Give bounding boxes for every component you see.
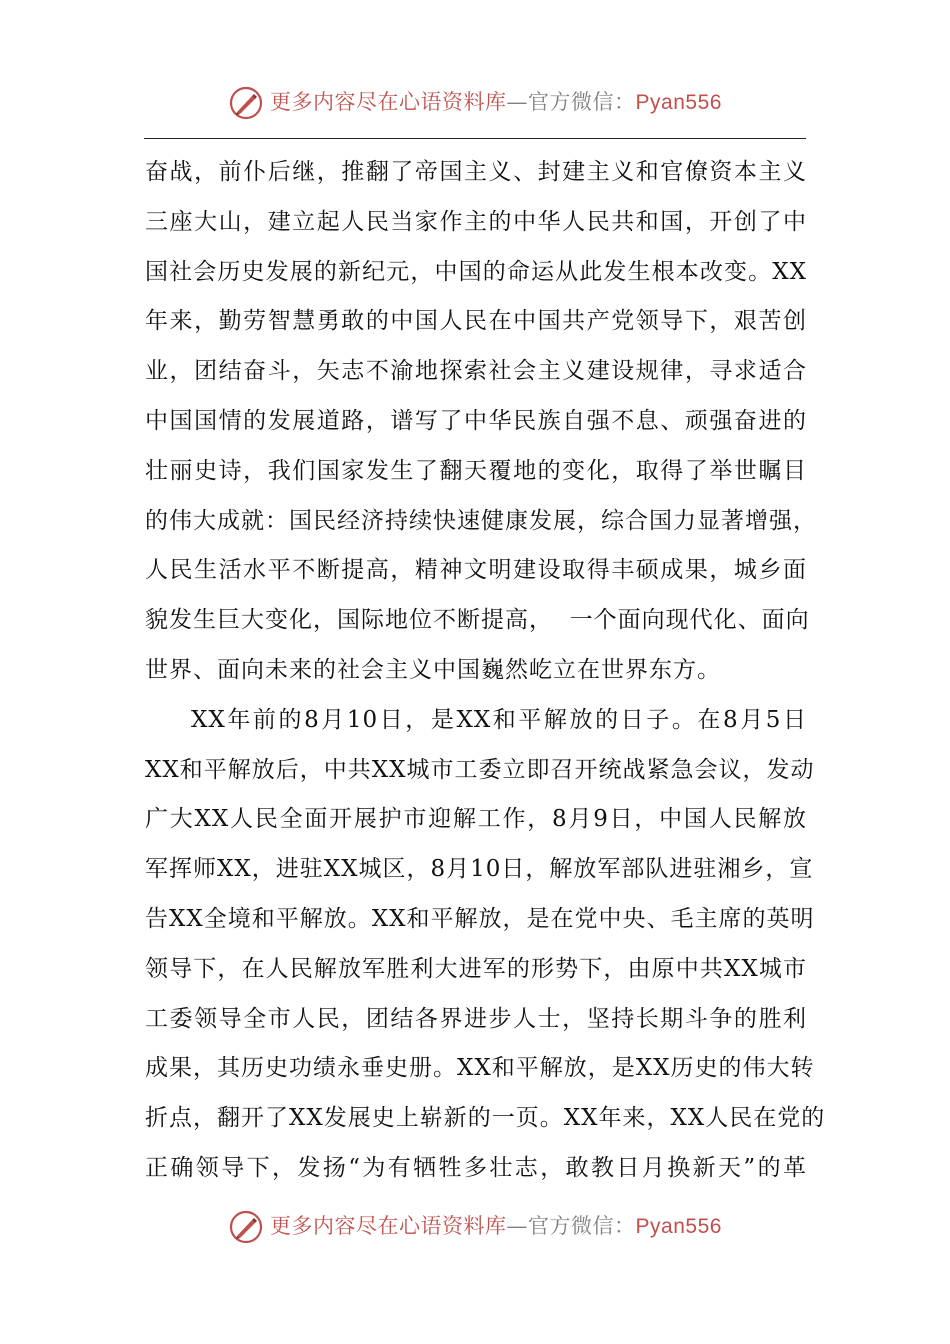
banner-dash: —: [506, 90, 529, 114]
text-line: 正确领导下，发扬“为有牺牲多壮志，敢教日月换新天”的革: [145, 1154, 807, 1181]
text-line: 国社会历史发展的新纪元，中国的命运从此发生根本改变。XX: [145, 258, 807, 285]
banner-prefix: 更多内容尽在心语资料库: [270, 1214, 507, 1238]
banner-suffix: 官方微信：: [528, 90, 636, 114]
text-line: XX年前的8月10日，是XX和平解放的日子。在8月5日: [191, 706, 807, 733]
header-divider: [144, 138, 806, 139]
text-line: 工委领导全市人民，团结各界进步人士，坚持长期斗争的胜利: [145, 1005, 807, 1032]
text-line: 军挥师XX，进驻XX城区，8月10日，解放军部队进驻湘乡，宣: [145, 856, 814, 883]
text-line: 业，团结奋斗，矢志不渝地探索社会主义建设规律，寻求适合: [145, 358, 807, 385]
text-line: 领导下，在人民解放军胜利大进军的形势下，由原中共XX城市: [145, 955, 807, 982]
text-line: 中国国情的发展道路，谱写了中华民族自强不息、顽强奋进的: [145, 407, 807, 434]
text-line: 貌发生巨大变化，国际地位不断提高， 一个面向现代化、面向: [145, 607, 810, 634]
text-line: 广大XX人民全面开展护市迎解工作，8月9日，中国人民解放: [145, 806, 807, 833]
pen-logo-icon: [228, 85, 264, 121]
header-banner-text: [270, 84, 722, 121]
footer-banner-text: [270, 1208, 722, 1245]
banner-wechat-id: Pyan556: [635, 91, 722, 114]
text-line: XX和平解放后，中共XX城市工委立即召开统战紧急会议，发动: [145, 756, 815, 783]
banner-suffix: 官方微信：: [528, 1214, 636, 1238]
page-header-banner: [0, 84, 950, 121]
text-line: 年来，勤劳智慧勇敢的中国人民在中国共产党领导下，艰苦创: [145, 308, 807, 335]
banner-prefix: 更多内容尽在心语资料库: [270, 90, 507, 114]
text-line: 三座大山，建立起人民当家作主的中华人民共和国，开创了中: [145, 208, 807, 235]
text-line: 人民生活水平不断提高，精神文明建设取得丰硕成果，城乡面: [145, 557, 807, 584]
page-footer-banner: [0, 1208, 950, 1245]
text-line: 的伟大成就：国民经济持续快速健康发展，综合国力显著增强，: [145, 507, 817, 534]
text-line: 壮丽史诗，我们国家发生了翻天覆地的变化，取得了举世瞩目: [145, 457, 807, 484]
banner-wechat-id: Pyan556: [635, 1215, 722, 1238]
text-line: 告XX全境和平解放。XX和平解放，是在党中央、毛主席的英明: [145, 905, 815, 932]
pen-logo-icon: [228, 1209, 264, 1245]
banner-dash: —: [506, 1214, 529, 1238]
text-line: 成果，其历史功绩永垂史册。XX和平解放，是XX历史的伟大转: [145, 1055, 815, 1082]
document-body: [145, 148, 826, 1194]
text-line: 折点，翻开了XX发展史上崭新的一页。XX年来，XX人民在党的: [145, 1105, 826, 1132]
text-line: 奋战，前仆后继，推翻了帝国主义、封建主义和官僚资本主义: [145, 159, 807, 185]
text-line: 世界、面向未来的社会主义中国巍然屹立在世界东方。: [145, 656, 721, 683]
